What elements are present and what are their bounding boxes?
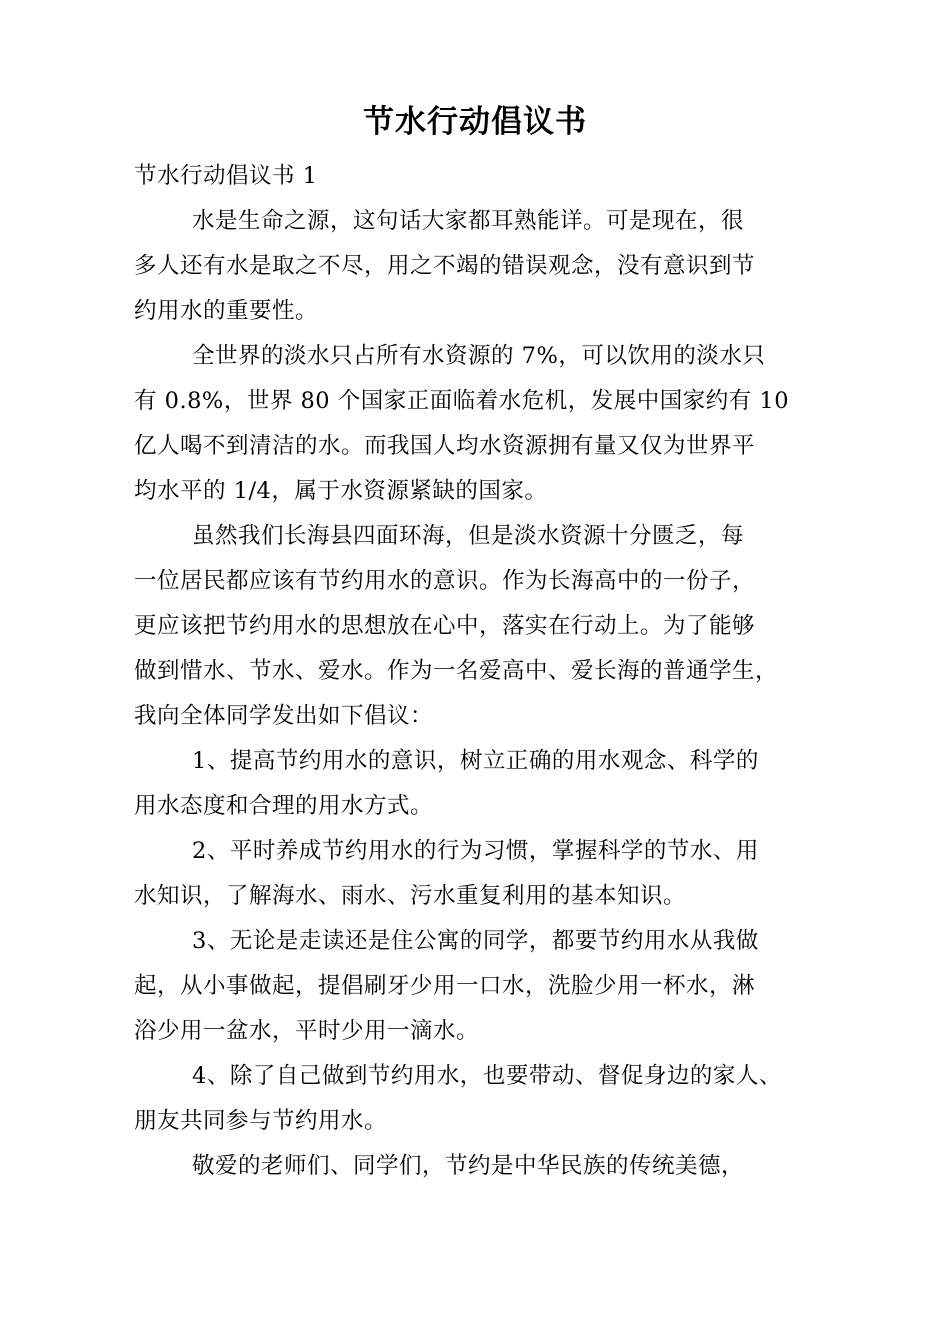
- list-item-line: 1、提高节约用水的意识，树立正确的用水观念、科学的: [192, 748, 759, 774]
- paragraph-line: 更应该把节约用水的思想放在心中，落实在行动上。为了能够: [134, 613, 756, 639]
- paragraph-line: 虽然我们长海县四面环海，但是淡水资源十分匮乏，每: [192, 523, 745, 549]
- list-item-line: 浴少用一盆水，平时少用一滴水。: [134, 1018, 480, 1044]
- paragraph-line: 敬爱的老师们、同学们，节约是中华民族的传统美德，: [192, 1153, 745, 1179]
- paragraph-line: 约用水的重要性。: [134, 298, 319, 324]
- document-title: 节水行动倡议书: [363, 104, 587, 140]
- list-item-line: 起，从小事做起，提倡刷牙少用一口水，洗脸少用一杯水，淋: [134, 973, 756, 999]
- list-item-line: 朋友共同参与节约用水。: [134, 1108, 388, 1134]
- paragraph-line: 多人还有水是取之不尽，用之不竭的错误观念，没有意识到节: [134, 253, 756, 279]
- paragraph-line: 全世界的淡水只占所有水资源的 7%，可以饮用的淡水只: [192, 343, 766, 369]
- document-subtitle: 节水行动倡议书 1: [134, 163, 318, 189]
- paragraph-line: 一位居民都应该有节约用水的意识。作为长海高中的一份子，: [134, 568, 756, 594]
- list-item-line: 2、平时养成节约用水的行为习惯，掌握科学的节水、用: [192, 838, 759, 864]
- paragraph-line: 亿人喝不到清洁的水。而我国人均水资源拥有量又仅为世界平: [134, 433, 756, 459]
- paragraph-line: 我向全体同学发出如下倡议：: [134, 703, 434, 729]
- paragraph-line: 有 0.8%，世界 80 个国家正面临着水危机，发展中国家约有 10: [134, 388, 790, 414]
- list-item-line: 用水态度和合理的用水方式。: [134, 793, 434, 819]
- list-item-line: 4、除了自己做到节约用水，也要带动、督促身边的家人、: [192, 1063, 782, 1089]
- paragraph-line: 均水平的 1/4，属于水资源紧缺的国家。: [134, 478, 548, 504]
- paragraph-line: 做到惜水、节水、爱水。作为一名爱高中、爱长海的普通学生，: [134, 658, 779, 684]
- paragraph-line: 水是生命之源，这句话大家都耳熟能详。可是现在，很: [192, 208, 745, 234]
- list-item-line: 3、无论是走读还是住公寓的同学，都要节约用水从我做: [192, 928, 759, 954]
- list-item-line: 水知识，了解海水、雨水、污水重复利用的基本知识。: [134, 883, 687, 909]
